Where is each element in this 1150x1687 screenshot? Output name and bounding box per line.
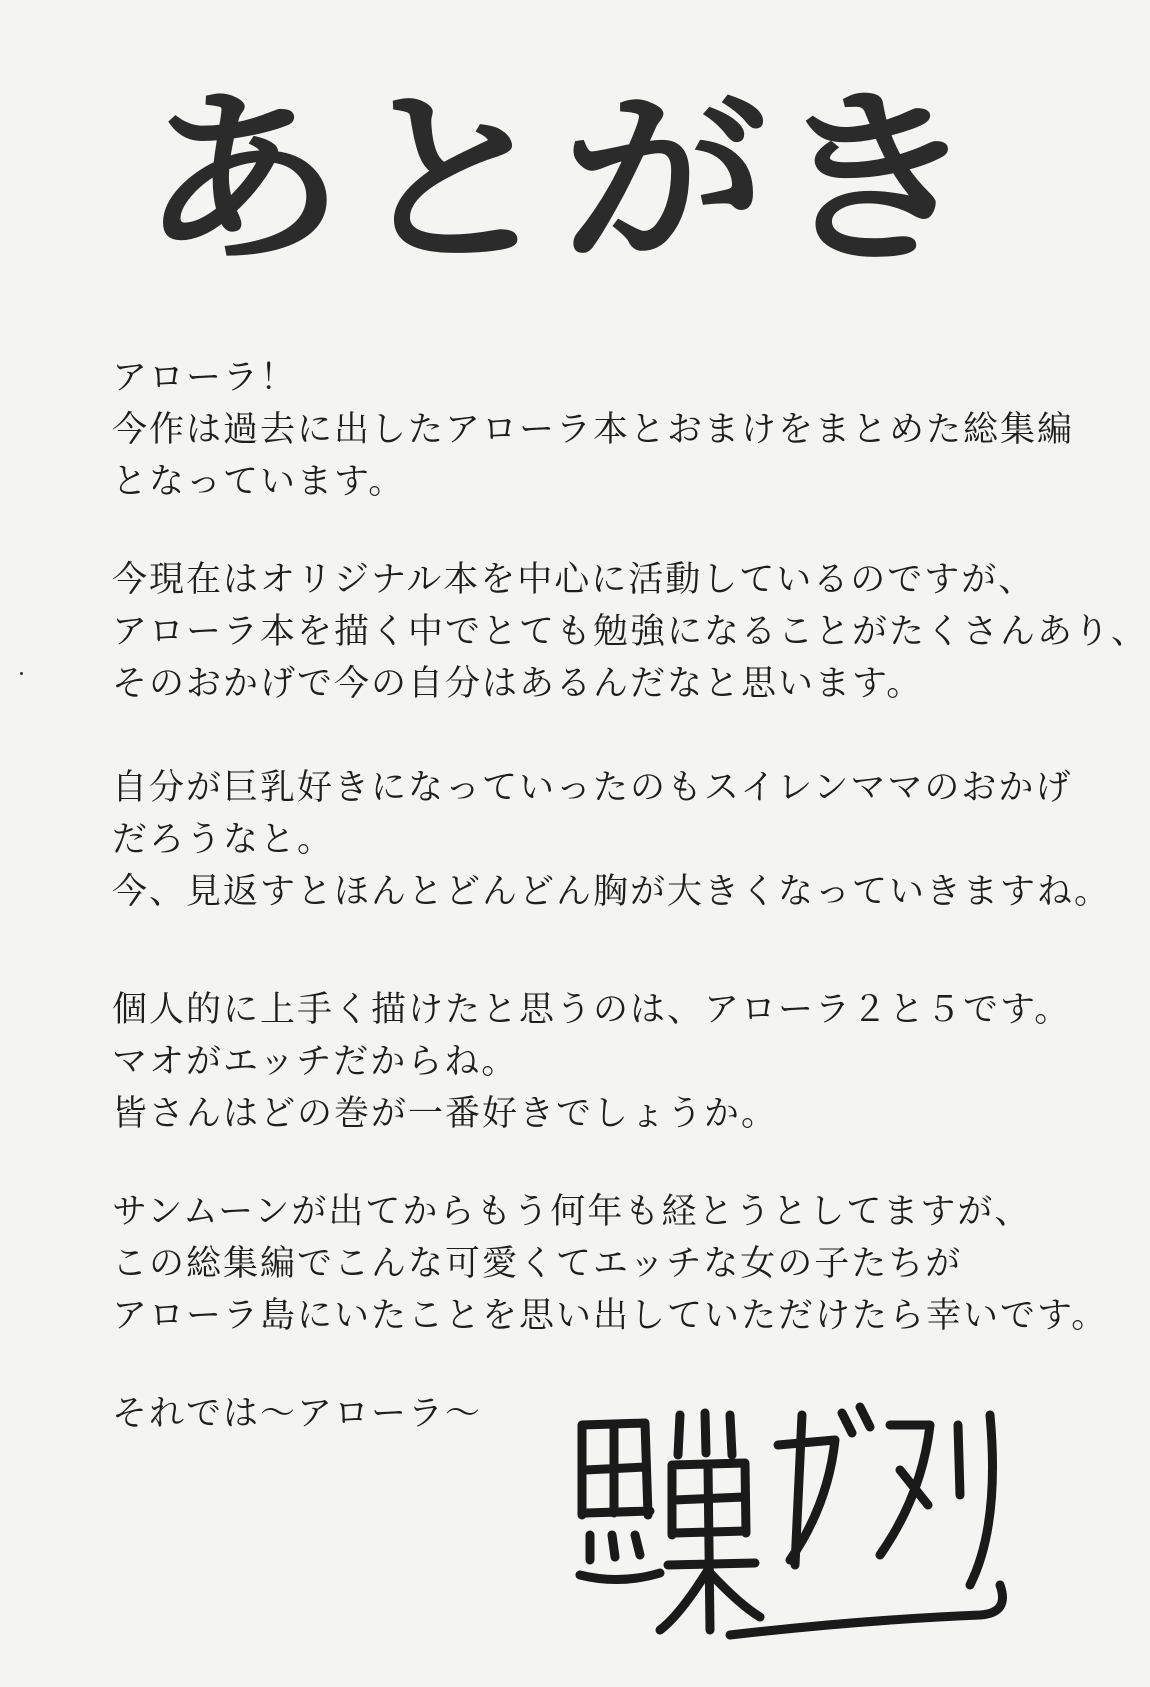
text-line: となっています。 xyxy=(112,462,406,502)
paragraph-greeting xyxy=(112,352,1112,508)
text-line: この総集編でこんな可愛くてエッチな女の子たちが xyxy=(112,1244,963,1284)
text-line: 今作は過去に出したアローラ本とおまけをまとめた総集編 xyxy=(112,410,1075,450)
paragraph-closing xyxy=(112,1186,1112,1342)
text-line: 今、見返すとほんとどんどん胸が大きくなっていきますね。 xyxy=(112,872,1112,912)
text-line: アローラ！ xyxy=(112,358,298,398)
text-line: だろうなと。 xyxy=(112,820,335,860)
handwritten-signature-icon xyxy=(560,1385,1060,1645)
text-line: マオがエッチだからね。 xyxy=(112,1042,519,1082)
text-line: それでは〜アローラ〜 xyxy=(112,1394,483,1434)
text-line: 個人的に上手く描けたと思うのは、アローラ２と５です。 xyxy=(112,990,1072,1030)
text-line: 今現在はオリジナル本を中心に活動しているのですが、 xyxy=(112,560,1036,600)
text-line: アローラ島にいたことを思い出していただけたら幸いです。 xyxy=(112,1296,1109,1336)
text-line: サンムーンが出てからもう何年も経とうとしてますが、 xyxy=(112,1192,1032,1232)
paragraph-favorites xyxy=(112,984,1112,1140)
paragraph-activity xyxy=(112,554,1149,710)
paper-speck xyxy=(20,672,23,675)
paragraph-preference xyxy=(112,762,1112,918)
page-title: あとがき xyxy=(140,70,984,290)
author-signature xyxy=(560,1385,1060,1645)
afterword-body xyxy=(112,352,1149,1440)
text-line: 皆さんはどの巻が一番好きでしょうか。 xyxy=(112,1094,779,1134)
text-line: そのおかげで今の自分はあるんだなと思います。 xyxy=(112,664,924,704)
text-line: アローラ本を描く中でとても勉強になることがたくさんあり、 xyxy=(112,612,1149,652)
text-line: 自分が巨乳好きになっていったのもスイレンママのおかげ xyxy=(112,768,1073,808)
